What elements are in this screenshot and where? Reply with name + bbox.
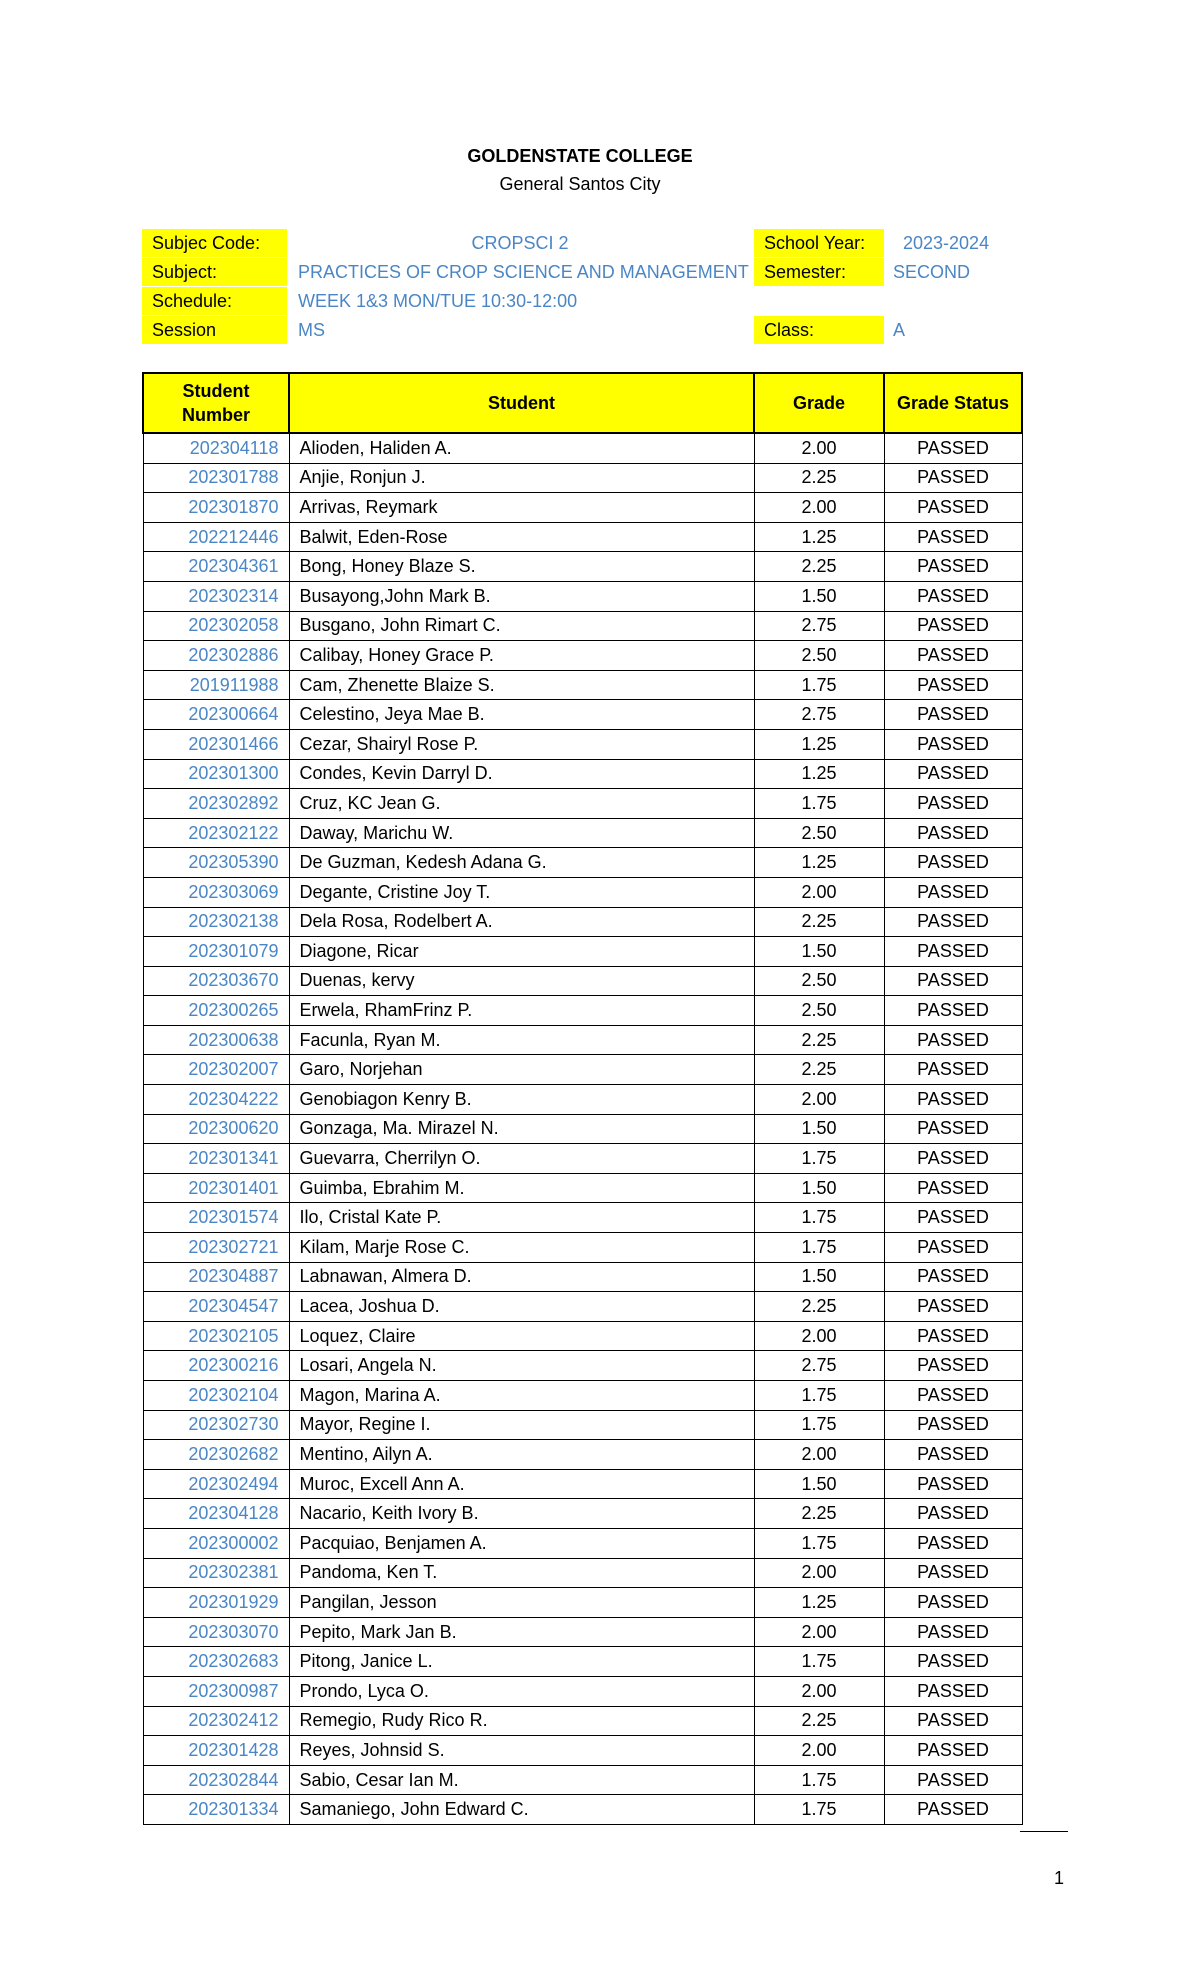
grade-cell: 2.50	[754, 966, 884, 996]
student-name-cell: Nacario, Keith Ivory B.	[289, 1499, 754, 1529]
table-row	[143, 1262, 1022, 1292]
student-number-cell: 202302381	[143, 1558, 289, 1588]
table-row	[143, 552, 1022, 582]
student-name-cell: Garo, Norjehan	[289, 1055, 754, 1085]
student-name-cell: Pitong, Janice L.	[289, 1647, 754, 1677]
table-row	[143, 937, 1022, 967]
student-number-cell: 202300664	[143, 700, 289, 730]
student-name-cell: Guimba, Ebrahim M.	[289, 1173, 754, 1203]
grade-status-cell: PASSED	[884, 1795, 1022, 1825]
student-number-cell: 202304547	[143, 1292, 289, 1322]
class-label: Class:	[754, 316, 884, 344]
grade-cell: 1.50	[754, 1173, 884, 1203]
grade-cell: 1.50	[754, 581, 884, 611]
grade-status-cell: PASSED	[884, 1085, 1022, 1115]
grade-status-cell: PASSED	[884, 1736, 1022, 1766]
grade-cell: 1.75	[754, 670, 884, 700]
table-row	[143, 1321, 1022, 1351]
table-row	[143, 996, 1022, 1026]
grade-cell: 2.25	[754, 907, 884, 937]
table-row	[143, 522, 1022, 552]
student-name-cell: Busayong,John Mark B.	[289, 581, 754, 611]
student-number-cell: 202301929	[143, 1588, 289, 1618]
student-number-cell: 202300620	[143, 1114, 289, 1144]
table-row	[143, 433, 1022, 463]
student-number-cell: 202302122	[143, 818, 289, 848]
grade-status-cell: PASSED	[884, 789, 1022, 819]
student-name-cell: Ilo, Cristal Kate P.	[289, 1203, 754, 1233]
grade-cell: 2.00	[754, 877, 884, 907]
table-row	[143, 670, 1022, 700]
grade-cell: 2.00	[754, 1617, 884, 1647]
grade-cell: 2.25	[754, 463, 884, 493]
institution-city: General Santos City	[499, 174, 661, 194]
student-name-cell: Mentino, Ailyn A.	[289, 1440, 754, 1470]
grade-status-cell: PASSED	[884, 1173, 1022, 1203]
table-row	[143, 1765, 1022, 1795]
semester-label: Semester:	[754, 258, 884, 286]
grade-status-cell: PASSED	[884, 759, 1022, 789]
grade-cell: 2.50	[754, 996, 884, 1026]
grade-status-cell: PASSED	[884, 1351, 1022, 1381]
grade-cell: 1.75	[754, 1795, 884, 1825]
table-end-rule	[1020, 1831, 1068, 1832]
grade-status-cell: PASSED	[884, 729, 1022, 759]
student-number-cell: 202301870	[143, 493, 289, 523]
student-name-cell: Facunla, Ryan M.	[289, 1025, 754, 1055]
grade-status-cell: PASSED	[884, 1203, 1022, 1233]
table-row	[143, 1351, 1022, 1381]
student-name-cell: Alioden, Haliden A.	[289, 433, 754, 463]
student-number-cell: 202301574	[143, 1203, 289, 1233]
student-number-cell: 202302682	[143, 1440, 289, 1470]
student-number-cell: 202304128	[143, 1499, 289, 1529]
student-name-cell: Genobiagon Kenry B.	[289, 1085, 754, 1115]
schedule-label: Schedule:	[142, 287, 287, 315]
grade-cell: 2.75	[754, 700, 884, 730]
grade-cell: 1.75	[754, 1647, 884, 1677]
grade-cell: 1.75	[754, 1765, 884, 1795]
student-name-cell: Loquez, Claire	[289, 1321, 754, 1351]
student-name-cell: Degante, Cristine Joy T.	[289, 877, 754, 907]
grade-cell: 2.00	[754, 1321, 884, 1351]
column-header-student-number: Student Number	[143, 373, 289, 433]
table-row	[143, 1055, 1022, 1085]
table-row	[143, 1144, 1022, 1174]
student-number-cell: 202302721	[143, 1233, 289, 1263]
table-row	[143, 463, 1022, 493]
grade-status-cell: PASSED	[884, 552, 1022, 582]
student-number-cell: 202303070	[143, 1617, 289, 1647]
table-row	[143, 1588, 1022, 1618]
grade-cell: 2.00	[754, 1440, 884, 1470]
grade-cell: 1.25	[754, 848, 884, 878]
student-number-cell: 202300987	[143, 1676, 289, 1706]
grade-status-cell: PASSED	[884, 848, 1022, 878]
student-number-cell: 202302412	[143, 1706, 289, 1736]
grade-status-cell: PASSED	[884, 966, 1022, 996]
table-row	[143, 1203, 1022, 1233]
grade-status-cell: PASSED	[884, 1617, 1022, 1647]
grade-cell: 2.75	[754, 611, 884, 641]
table-row	[143, 700, 1022, 730]
grade-status-cell: PASSED	[884, 1765, 1022, 1795]
grade-cell: 1.75	[754, 1203, 884, 1233]
table-row	[143, 1410, 1022, 1440]
grade-status-cell: PASSED	[884, 1025, 1022, 1055]
table-row	[143, 1114, 1022, 1144]
grade-status-cell: PASSED	[884, 1676, 1022, 1706]
student-name-cell: Sabio, Cesar Ian M.	[289, 1765, 754, 1795]
grade-cell: 1.75	[754, 1410, 884, 1440]
grade-status-cell: PASSED	[884, 1588, 1022, 1618]
grade-cell: 2.25	[754, 552, 884, 582]
table-row	[143, 1558, 1022, 1588]
table-row	[143, 818, 1022, 848]
grade-status-cell: PASSED	[884, 433, 1022, 463]
table-row	[143, 1499, 1022, 1529]
column-header-student: Student	[289, 373, 754, 433]
grade-cell: 1.50	[754, 1469, 884, 1499]
student-number-cell: 202302104	[143, 1381, 289, 1411]
student-number-cell: 202303670	[143, 966, 289, 996]
table-row	[143, 1085, 1022, 1115]
grade-cell: 1.75	[754, 1144, 884, 1174]
grade-cell: 1.25	[754, 1588, 884, 1618]
table-row	[143, 1528, 1022, 1558]
grade-status-cell: PASSED	[884, 641, 1022, 671]
student-name-cell: Gonzaga, Ma. Mirazel N.	[289, 1114, 754, 1144]
grade-status-cell: PASSED	[884, 1262, 1022, 1292]
table-row	[143, 789, 1022, 819]
class-value: A	[893, 320, 906, 340]
student-name-cell: Daway, Marichu W.	[289, 818, 754, 848]
student-name-cell: Pandoma, Ken T.	[289, 1558, 754, 1588]
grade-cell: 2.00	[754, 433, 884, 463]
schedule-value: WEEK 1&3 MON/TUE 10:30-12:00	[298, 291, 578, 311]
student-number-cell: 202304361	[143, 552, 289, 582]
grade-status-cell: PASSED	[884, 611, 1022, 641]
student-number-cell: 201911988	[143, 670, 289, 700]
student-name-cell: Remegio, Rudy Rico R.	[289, 1706, 754, 1736]
institution-name: GOLDENSTATE COLLEGE	[467, 146, 693, 166]
grade-status-cell: PASSED	[884, 1499, 1022, 1529]
student-name-cell: Muroc, Excell Ann A.	[289, 1469, 754, 1499]
student-number-cell: 202300002	[143, 1528, 289, 1558]
subject-code-label: Subjec Code:	[142, 229, 287, 257]
student-name-cell: Kilam, Marje Rose C.	[289, 1233, 754, 1263]
table-row	[143, 1292, 1022, 1322]
student-number-cell: 202300216	[143, 1351, 289, 1381]
table-row	[143, 1025, 1022, 1055]
grade-cell: 1.25	[754, 522, 884, 552]
grade-status-cell: PASSED	[884, 1706, 1022, 1736]
session-value: MS	[298, 320, 325, 340]
grade-cell: 2.50	[754, 818, 884, 848]
grade-cell: 2.50	[754, 641, 884, 671]
grade-status-cell: PASSED	[884, 937, 1022, 967]
table-body	[143, 433, 1022, 1824]
column-header-grade-status: Grade Status	[884, 373, 1022, 433]
student-name-cell: Samaniego, John Edward C.	[289, 1795, 754, 1825]
grade-cell: 2.00	[754, 1736, 884, 1766]
grade-cell: 2.25	[754, 1292, 884, 1322]
grade-cell: 2.25	[754, 1499, 884, 1529]
table-row	[143, 493, 1022, 523]
grade-status-cell: PASSED	[884, 1233, 1022, 1263]
grade-status-cell: PASSED	[884, 581, 1022, 611]
student-number-cell: 202302730	[143, 1410, 289, 1440]
student-name-cell: Labnawan, Almera D.	[289, 1262, 754, 1292]
student-name-cell: Cruz, KC Jean G.	[289, 789, 754, 819]
grade-cell: 2.75	[754, 1351, 884, 1381]
student-number-cell: 202301466	[143, 729, 289, 759]
student-name-cell: Losari, Angela N.	[289, 1351, 754, 1381]
table-row	[143, 1647, 1022, 1677]
table-row	[143, 907, 1022, 937]
grade-status-cell: PASSED	[884, 1440, 1022, 1470]
grade-status-cell: PASSED	[884, 1381, 1022, 1411]
table-header-row	[143, 373, 1022, 433]
student-name-cell: Erwela, RhamFrinz P.	[289, 996, 754, 1026]
table-row	[143, 611, 1022, 641]
student-name-cell: Reyes, Johnsid S.	[289, 1736, 754, 1766]
table-row	[143, 877, 1022, 907]
table-row	[143, 1795, 1022, 1825]
student-number-cell: 202300265	[143, 996, 289, 1026]
grade-cell: 2.00	[754, 1085, 884, 1115]
grade-status-cell: PASSED	[884, 700, 1022, 730]
student-number-cell: 202302844	[143, 1765, 289, 1795]
grade-status-cell: PASSED	[884, 1055, 1022, 1085]
student-number-cell: 202305390	[143, 848, 289, 878]
grade-cell: 2.00	[754, 1676, 884, 1706]
student-number-cell: 202301788	[143, 463, 289, 493]
grade-status-cell: PASSED	[884, 877, 1022, 907]
grade-cell: 2.00	[754, 493, 884, 523]
student-number-cell: 202212446	[143, 522, 289, 552]
table-row	[143, 1233, 1022, 1263]
student-name-cell: Dela Rosa, Rodelbert A.	[289, 907, 754, 937]
grade-status-cell: PASSED	[884, 1144, 1022, 1174]
student-number-cell: 202304118	[143, 433, 289, 463]
subject-code-value: CROPSCI 2	[471, 233, 569, 253]
student-name-cell: Bong, Honey Blaze S.	[289, 552, 754, 582]
student-number-cell: 202301428	[143, 1736, 289, 1766]
student-name-cell: Guevarra, Cherrilyn O.	[289, 1144, 754, 1174]
student-name-cell: Anjie, Ronjun J.	[289, 463, 754, 493]
student-name-cell: De Guzman, Kedesh Adana G.	[289, 848, 754, 878]
student-number-cell: 202301079	[143, 937, 289, 967]
table-row	[143, 759, 1022, 789]
student-name-cell: Arrivas, Reymark	[289, 493, 754, 523]
table-row	[143, 1469, 1022, 1499]
grade-cell: 1.25	[754, 729, 884, 759]
student-number-cell: 202302314	[143, 581, 289, 611]
grade-status-cell: PASSED	[884, 996, 1022, 1026]
table-row	[143, 581, 1022, 611]
grade-cell: 1.50	[754, 1114, 884, 1144]
student-name-cell: Lacea, Joshua D.	[289, 1292, 754, 1322]
student-name-cell: Balwit, Eden-Rose	[289, 522, 754, 552]
grade-cell: 2.25	[754, 1025, 884, 1055]
student-number-cell: 202301300	[143, 759, 289, 789]
grade-status-cell: PASSED	[884, 522, 1022, 552]
student-number-cell: 202302683	[143, 1647, 289, 1677]
student-number-cell: 202301341	[143, 1144, 289, 1174]
student-number-cell: 202303069	[143, 877, 289, 907]
student-number-cell: 202301401	[143, 1173, 289, 1203]
table-row	[143, 966, 1022, 996]
student-name-cell: Diagone, Ricar	[289, 937, 754, 967]
student-number-cell: 202301334	[143, 1795, 289, 1825]
student-number-cell: 202302138	[143, 907, 289, 937]
student-name-cell: Celestino, Jeya Mae B.	[289, 700, 754, 730]
grade-status-cell: PASSED	[884, 463, 1022, 493]
student-name-cell: Calibay, Honey Grace P.	[289, 641, 754, 671]
student-number-cell: 202302892	[143, 789, 289, 819]
student-name-cell: Duenas, kervy	[289, 966, 754, 996]
semester-value: SECOND	[893, 262, 971, 282]
student-name-cell: Mayor, Regine I.	[289, 1410, 754, 1440]
grade-status-cell: PASSED	[884, 1469, 1022, 1499]
session-label: Session	[142, 316, 287, 344]
page-number: 1	[1053, 1868, 1064, 1888]
table-row	[143, 1173, 1022, 1203]
grade-status-cell: PASSED	[884, 493, 1022, 523]
student-name-cell: Pacquiao, Benjamen A.	[289, 1528, 754, 1558]
grade-cell: 2.25	[754, 1706, 884, 1736]
subject-value: PRACTICES OF CROP SCIENCE AND MANAGEMENT	[298, 262, 749, 282]
grade-status-cell: PASSED	[884, 1558, 1022, 1588]
grade-cell: 1.75	[754, 1528, 884, 1558]
student-number-cell: 202302007	[143, 1055, 289, 1085]
student-name-cell: Busgano, John Rimart C.	[289, 611, 754, 641]
grade-cell: 1.50	[754, 1262, 884, 1292]
column-header-grade: Grade	[754, 373, 884, 433]
grade-status-cell: PASSED	[884, 1410, 1022, 1440]
grade-status-cell: PASSED	[884, 670, 1022, 700]
school-year-label: School Year:	[754, 229, 884, 257]
grade-cell: 1.25	[754, 759, 884, 789]
grades-table	[142, 372, 1023, 1825]
grade-status-cell: PASSED	[884, 818, 1022, 848]
subject-label: Subject:	[142, 258, 287, 286]
grade-cell: 1.75	[754, 789, 884, 819]
table-row	[143, 1617, 1022, 1647]
student-number-cell: 202304887	[143, 1262, 289, 1292]
table-row	[143, 641, 1022, 671]
student-name-cell: Condes, Kevin Darryl D.	[289, 759, 754, 789]
grade-cell: 1.75	[754, 1381, 884, 1411]
student-number-cell: 202302058	[143, 611, 289, 641]
student-name-cell: Prondo, Lyca O.	[289, 1676, 754, 1706]
table-row	[143, 729, 1022, 759]
student-number-cell: 202300638	[143, 1025, 289, 1055]
student-name-cell: Cezar, Shairyl Rose P.	[289, 729, 754, 759]
grade-cell: 1.50	[754, 937, 884, 967]
student-name-cell: Pangilan, Jesson	[289, 1588, 754, 1618]
student-number-cell: 202302886	[143, 641, 289, 671]
grade-cell: 1.75	[754, 1233, 884, 1263]
grade-status-cell: PASSED	[884, 1292, 1022, 1322]
school-year-value: 2023-2024	[903, 233, 990, 253]
student-number-cell: 202304222	[143, 1085, 289, 1115]
student-name-cell: Cam, Zhenette Blaize S.	[289, 670, 754, 700]
table-row	[143, 1440, 1022, 1470]
grade-status-cell: PASSED	[884, 1321, 1022, 1351]
student-name-cell: Magon, Marina A.	[289, 1381, 754, 1411]
grade-status-cell: PASSED	[884, 1114, 1022, 1144]
grade-cell: 2.00	[754, 1558, 884, 1588]
grade-status-cell: PASSED	[884, 1528, 1022, 1558]
student-number-cell: 202302105	[143, 1321, 289, 1351]
table-row	[143, 1706, 1022, 1736]
grade-status-cell: PASSED	[884, 1647, 1022, 1677]
table-row	[143, 1381, 1022, 1411]
table-row	[143, 848, 1022, 878]
grade-status-cell: PASSED	[884, 907, 1022, 937]
table-row	[143, 1736, 1022, 1766]
grade-cell: 2.25	[754, 1055, 884, 1085]
student-name-cell: Pepito, Mark Jan B.	[289, 1617, 754, 1647]
student-number-cell: 202302494	[143, 1469, 289, 1499]
table-row	[143, 1676, 1022, 1706]
